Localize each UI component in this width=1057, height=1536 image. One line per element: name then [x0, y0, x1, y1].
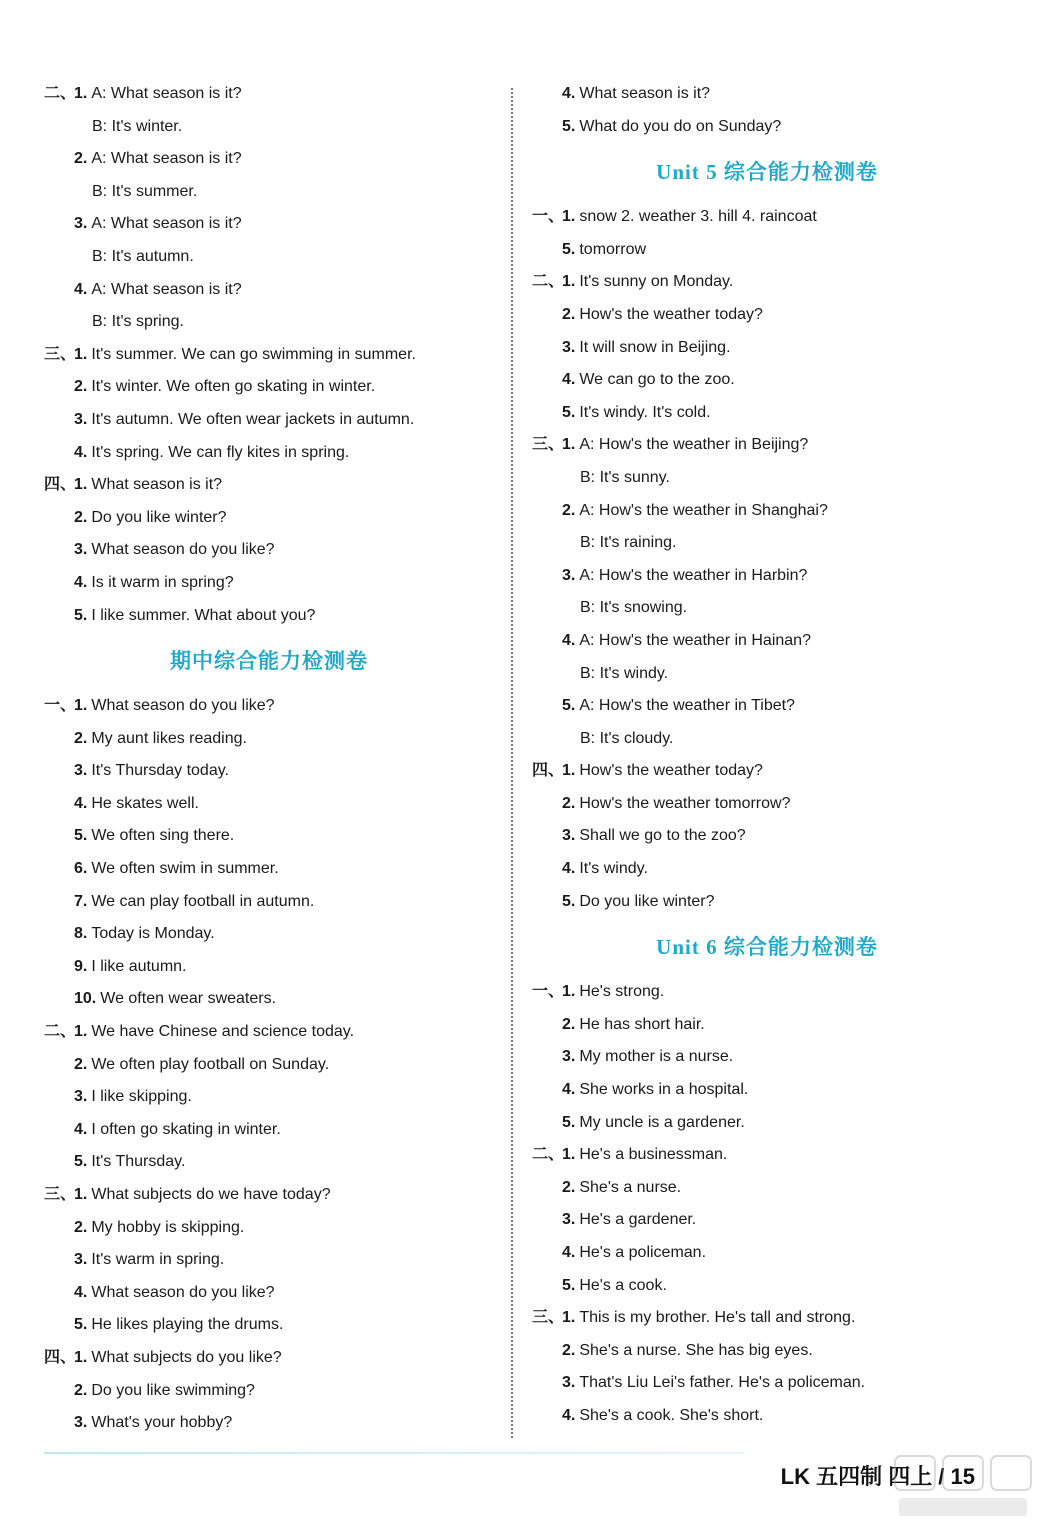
section-marker: 一、	[532, 208, 565, 226]
answer-line	[532, 788, 1002, 821]
item-number: 1.	[74, 1186, 88, 1203]
item-number: 3.	[74, 1251, 88, 1269]
answer-text: We often swim in summer.	[91, 860, 279, 878]
answer-line	[532, 234, 1002, 267]
answer-line	[44, 1212, 494, 1245]
item-number: 4.	[562, 85, 576, 102]
answer-text: She's a cook. She's short.	[579, 1406, 764, 1424]
answer-text: What do you do on Sunday?	[579, 117, 782, 135]
item-number: 5.	[74, 827, 88, 845]
item-number: 1.	[74, 1348, 88, 1366]
answer-line	[532, 1335, 1002, 1368]
section-marker: 四、	[532, 762, 565, 780]
answer-line	[532, 1107, 1002, 1140]
answer-line	[44, 600, 494, 633]
section-title: Unit 6 综合能力检测卷	[656, 935, 878, 960]
answer-line	[532, 755, 1002, 788]
item-number: 1.	[562, 273, 576, 291]
answer-text: B: It's summer.	[92, 182, 198, 200]
answer-text: We often wear sweaters.	[100, 990, 277, 1008]
answer-text: It's winter. We often go skating in winter.	[91, 378, 376, 396]
answer-line	[44, 241, 494, 274]
item-number: 1.	[74, 345, 88, 363]
item-number: 3.	[562, 338, 576, 356]
answer-line	[532, 299, 1002, 332]
answer-line	[44, 918, 494, 951]
answer-line	[44, 306, 494, 339]
answer-text: tomorrow	[579, 240, 647, 258]
item-number: 4.	[562, 1081, 576, 1099]
item-number: 3.	[562, 1211, 576, 1229]
answer-line	[44, 755, 494, 788]
item-number: 3.	[562, 566, 576, 584]
section-marker: 二、	[532, 273, 565, 291]
item-number: 1.	[74, 1023, 88, 1041]
answer-line	[44, 534, 494, 567]
item-number: 3.	[74, 541, 88, 559]
answer-text: It's Thursday.	[91, 1153, 186, 1171]
answer-text: How's the weather today?	[579, 305, 763, 323]
item-number: 5.	[562, 1276, 576, 1294]
section-marker: 二、	[44, 85, 77, 102]
answer-line	[532, 690, 1002, 723]
item-number: 5.	[562, 697, 576, 715]
answer-line	[44, 78, 494, 111]
item-number: 5.	[562, 403, 576, 421]
answer-line	[532, 364, 1002, 397]
answer-line	[44, 502, 494, 535]
answer-line	[532, 1041, 1002, 1074]
answer-line	[532, 976, 1002, 1009]
item-number: 1.	[562, 1146, 576, 1164]
answer-text: She works in a hospital.	[579, 1081, 749, 1099]
item-number: 4.	[74, 1120, 88, 1138]
answer-line	[532, 78, 1002, 111]
item-number: 4.	[74, 1283, 88, 1301]
answer-text: A: How's the weather in Harbin?	[579, 566, 808, 584]
item-number: 2.	[562, 794, 576, 812]
answer-line	[44, 1179, 494, 1212]
answer-line	[532, 1237, 1002, 1270]
answer-text: We can play football in autumn.	[91, 892, 315, 910]
item-number: 2.	[562, 1341, 576, 1359]
answer-line	[532, 1139, 1002, 1172]
answer-line	[44, 1277, 494, 1310]
answer-text: He's a policeman.	[579, 1244, 707, 1261]
answer-text: I often go skating in winter.	[91, 1120, 281, 1138]
answer-text: A: How's the weather in Beijing?	[579, 436, 809, 454]
answer-text: Today is Monday.	[91, 925, 215, 943]
answer-text: B: It's sunny.	[580, 468, 670, 486]
item-number: 2.	[74, 1218, 88, 1236]
answer-text: It will snow in Beijing.	[579, 338, 731, 356]
answer-text: My hobby is skipping.	[91, 1218, 245, 1236]
answer-text: What season do you like?	[91, 1283, 275, 1301]
item-number: 5.	[562, 892, 576, 910]
item-number: 7.	[74, 892, 88, 910]
answer-line	[532, 1074, 1002, 1107]
item-number: 3.	[74, 1088, 88, 1106]
item-number: 5.	[74, 1153, 88, 1171]
answer-text: A: How's the weather in Shanghai?	[579, 501, 828, 519]
answer-line	[44, 853, 494, 886]
answer-line	[44, 1342, 494, 1375]
right-column	[532, 78, 1002, 1433]
answer-line	[44, 111, 494, 144]
answer-line	[532, 1009, 1002, 1042]
item-number: 3.	[74, 762, 88, 780]
answer-text: How's the weather today?	[579, 762, 763, 780]
item-number: 2.	[74, 508, 88, 526]
answer-line	[44, 951, 494, 984]
item-number: 2.	[562, 1015, 576, 1033]
answer-line	[532, 111, 1002, 144]
answer-text: snow 2. weather 3. hill 4. raincoat	[579, 208, 817, 226]
answer-text: What season do you like?	[91, 541, 275, 559]
item-number: 4.	[74, 573, 88, 591]
answer-text: B: It's winter.	[92, 117, 183, 135]
answer-line	[44, 1016, 494, 1049]
answer-text: That's Liu Lei's father. He's a policeman.	[579, 1374, 866, 1392]
answer-line	[44, 1114, 494, 1147]
item-number: 2.	[74, 378, 88, 396]
section-marker: 二、	[44, 1023, 77, 1041]
answer-line	[44, 788, 494, 821]
item-number: 1.	[74, 85, 88, 102]
item-number: 1.	[562, 983, 576, 1001]
answer-text: Do you like winter?	[91, 508, 227, 526]
answer-line	[532, 1204, 1002, 1237]
answer-line	[44, 339, 494, 372]
item-number: 2.	[74, 1055, 88, 1073]
item-number: 4.	[562, 1244, 576, 1261]
answer-text: How's the weather tomorrow?	[579, 794, 791, 812]
answer-text: A: How's the weather in Tibet?	[579, 697, 795, 715]
answer-line	[44, 208, 494, 241]
item-number: 4.	[562, 860, 576, 878]
answer-text: It's windy. It's cold.	[579, 403, 711, 421]
answer-text: A: What season is it?	[91, 150, 242, 168]
item-number: 4.	[562, 631, 576, 649]
answer-line	[532, 853, 1002, 886]
item-number: 4.	[562, 371, 576, 389]
item-number: 4.	[74, 443, 88, 461]
item-number: 4.	[562, 1406, 576, 1424]
answer-line	[44, 1309, 494, 1342]
answer-line	[44, 820, 494, 853]
answer-line	[532, 495, 1002, 528]
item-number: 3.	[562, 1374, 576, 1392]
answer-text: My mother is a nurse.	[579, 1048, 734, 1066]
answer-line	[532, 429, 1002, 462]
footer-rule	[44, 1452, 744, 1454]
answer-line	[532, 723, 1002, 756]
answer-text: We often sing there.	[91, 827, 235, 845]
item-number: 2.	[562, 305, 576, 323]
answer-line	[44, 983, 494, 1016]
answer-line	[532, 820, 1002, 853]
item-number: 9.	[74, 957, 88, 975]
answer-line	[532, 266, 1002, 299]
item-number: 2.	[562, 501, 576, 519]
answer-line	[44, 1081, 494, 1114]
item-number: 2.	[74, 729, 88, 747]
item-number: 1.	[562, 436, 576, 454]
answer-text: What subjects do we have today?	[91, 1186, 331, 1203]
answer-text: What season do you like?	[91, 697, 275, 715]
answer-line	[532, 462, 1002, 495]
answer-text: I like skipping.	[91, 1088, 192, 1106]
answer-text: He has short hair.	[579, 1015, 705, 1033]
answer-line	[44, 690, 494, 723]
item-number: 5.	[74, 1316, 88, 1334]
item-number: 1.	[562, 208, 576, 226]
answer-line	[532, 592, 1002, 625]
answer-line	[532, 1367, 1002, 1400]
answer-text: We often play football on Sunday.	[91, 1055, 330, 1073]
answer-text: What season is it?	[91, 476, 223, 494]
item-number: 3.	[74, 410, 88, 428]
item-number: 1.	[74, 697, 88, 715]
answer-line	[44, 1407, 494, 1440]
answer-line	[44, 437, 494, 470]
item-number: 1.	[74, 476, 88, 494]
answer-text: B: It's autumn.	[92, 247, 194, 265]
answer-line	[532, 1172, 1002, 1205]
answer-line	[532, 1302, 1002, 1335]
answer-line	[44, 274, 494, 307]
answer-line	[532, 1270, 1002, 1303]
answer-text: What's your hobby?	[91, 1414, 233, 1432]
answer-text: A: What season is it?	[91, 85, 242, 102]
item-number: 3.	[74, 1414, 88, 1432]
item-number: 3.	[562, 1048, 576, 1066]
answer-text: She's a nurse. She has big eyes.	[579, 1341, 813, 1359]
answer-text: He's strong.	[579, 983, 665, 1001]
section-marker: 一、	[44, 697, 77, 715]
answer-text: Do you like winter?	[579, 892, 715, 910]
answer-text: It's warm in spring.	[91, 1251, 225, 1269]
answer-line	[44, 1244, 494, 1277]
answer-line	[532, 1400, 1002, 1433]
item-number: 5.	[562, 117, 576, 135]
answer-line	[532, 332, 1002, 365]
answer-line	[44, 1049, 494, 1082]
item-number: 8.	[74, 925, 88, 943]
item-number: 3.	[562, 827, 576, 845]
answer-text: Shall we go to the zoo?	[579, 827, 746, 845]
left-column	[44, 78, 494, 1440]
answer-text: B: It's snowing.	[580, 599, 688, 617]
answer-text: My uncle is a gardener.	[579, 1113, 745, 1131]
item-number: 5.	[74, 606, 88, 624]
answer-text: It's autumn. We often wear jackets in autumn.	[91, 410, 415, 428]
answer-line	[532, 201, 1002, 234]
answer-text: B: It's cloudy.	[580, 729, 674, 747]
section-marker: 四、	[44, 1348, 77, 1366]
answer-line	[44, 567, 494, 600]
item-number: 2.	[74, 150, 88, 168]
answer-text: B: It's windy.	[580, 664, 669, 682]
answer-line	[44, 143, 494, 176]
answer-text: We can go to the zoo.	[579, 371, 735, 389]
section-marker: 三、	[44, 345, 77, 363]
item-number: 1.	[562, 762, 576, 780]
answer-text: Do you like swimming?	[91, 1381, 255, 1399]
item-number: 2.	[562, 1178, 576, 1196]
section-marker: 三、	[44, 1186, 77, 1203]
answer-text: A: How's the weather in Hainan?	[579, 631, 811, 649]
answer-line	[532, 886, 1002, 919]
answer-text: It's spring. We can fly kites in spring.	[91, 443, 350, 461]
answer-text: He likes playing the drums.	[91, 1316, 284, 1334]
answer-text: B: It's raining.	[580, 534, 677, 552]
item-number: 5.	[562, 1113, 576, 1131]
answer-line	[44, 469, 494, 502]
section-marker: 一、	[532, 983, 565, 1001]
answer-line	[44, 176, 494, 209]
answer-text: I like summer. What about you?	[91, 606, 316, 624]
answer-text: My aunt likes reading.	[91, 729, 247, 747]
section-marker: 二、	[532, 1146, 565, 1164]
section-marker: 三、	[532, 436, 565, 454]
column-divider	[511, 88, 513, 1438]
item-number: 5.	[562, 240, 576, 258]
item-number: 10.	[74, 990, 97, 1008]
answer-text: He's a cook.	[579, 1276, 667, 1294]
answer-text: B: It's spring.	[92, 313, 184, 331]
answer-text: A: What season is it?	[91, 215, 242, 233]
answer-text: This is my brother. He's tall and strong.	[579, 1309, 856, 1327]
answer-line	[44, 371, 494, 404]
answer-line	[44, 404, 494, 437]
answer-line	[44, 723, 494, 756]
answer-text: He skates well.	[91, 794, 199, 812]
section-title: Unit 5 综合能力检测卷	[656, 160, 878, 185]
answer-text: I like autumn.	[91, 957, 187, 975]
watermark-logo	[889, 1452, 1039, 1522]
answer-line	[532, 560, 1002, 593]
answer-line	[532, 527, 1002, 560]
answer-text: We have Chinese and science today.	[91, 1023, 355, 1041]
answer-text: It's sunny on Monday.	[579, 273, 734, 291]
answer-text: What subjects do you like?	[91, 1348, 282, 1366]
answer-line	[532, 658, 1002, 691]
answer-line	[532, 625, 1002, 658]
page-footer: LK 五四制 四上 / 15	[780, 1464, 975, 1489]
answer-line	[532, 397, 1002, 430]
section-marker: 三、	[532, 1309, 565, 1327]
item-number: 1.	[562, 1309, 576, 1327]
answer-text: A: What season is it?	[91, 280, 242, 298]
answer-text: It's summer. We can go swimming in summer.	[91, 345, 416, 363]
answer-text: What season is it?	[579, 85, 711, 102]
answer-text: She's a nurse.	[579, 1178, 682, 1196]
answer-line	[44, 1146, 494, 1179]
section-marker: 四、	[44, 476, 77, 494]
section-title: 期中综合能力检测卷	[170, 649, 368, 674]
item-number: 2.	[74, 1381, 88, 1399]
answer-text: Is it warm in spring?	[91, 573, 234, 591]
item-number: 4.	[74, 794, 88, 812]
item-number: 3.	[74, 215, 88, 233]
answer-line	[44, 1375, 494, 1408]
answer-text: He's a businessman.	[579, 1146, 728, 1164]
answer-text: It's windy.	[579, 860, 648, 878]
item-number: 4.	[74, 280, 88, 298]
answer-line	[44, 886, 494, 919]
answer-text: He's a gardener.	[579, 1211, 697, 1229]
answer-text: It's Thursday today.	[91, 762, 229, 780]
item-number: 6.	[74, 860, 88, 878]
